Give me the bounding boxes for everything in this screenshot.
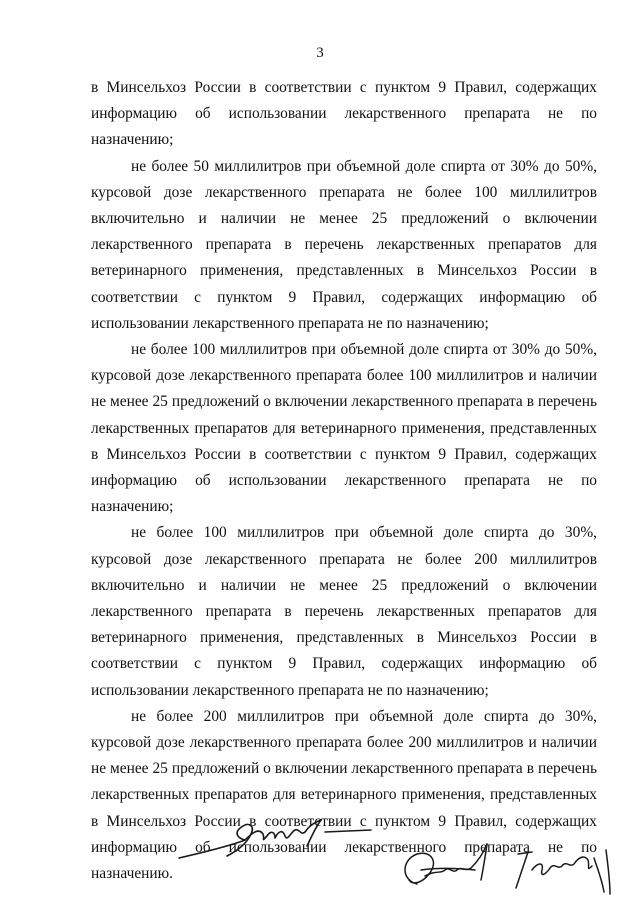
paragraph-item: не более 100 миллилитров при объемной доле спирта до 30%, курсовой дозе лекарственного препарата не более 200 миллилитров включительно и наличии не менее 25 предложений о включении лекарственного препарата в перечень лекарственных препаратов для ветеринарного применения, представленных в Минсельхоз России в соответствии с пунктом 9 Правил, содержащих информацию об использовании лекарственного препарата не по назначению; — [91, 524, 597, 699]
signature-middle — [395, 840, 505, 900]
paragraph-item: не более 100 миллилитров при объемной доле спирта от 30% до 50%, курсовой дозе лекарственного препарата более 100 миллилитров и наличии не менее 25 предложений о включении лекарственного препарата в перечень лекарственных препаратов для ветеринарного применения, представленных в Минсельхоз России в соответствии с пунктом 9 Правил, содержащих информацию об использовании лекарственного препарата не по назначению; — [91, 341, 597, 516]
paragraph-continuation: в Минсельхоз России в соответствии с пунктом 9 Правил, содержащих информацию об использовании лекарственного препарата не по назначению; — [91, 79, 597, 149]
signature-left — [175, 812, 375, 867]
page-number: 3 — [316, 45, 324, 61]
paragraph-item: не более 200 миллилитров при объемной доле спирта до 30%, курсовой дозе лекарственного препарата более 200 миллилитров и наличии не менее 25 предложений о включении лекарственного препарата в перечень лекарственных препаратов для ветеринарного применения, представленных в Минсельхоз России в соответствии с пунктом 9 Правил, содержащих информацию об использовании лекарственного препарата не по назначению. — [91, 707, 597, 883]
paragraph-item: не более 50 миллилитров при объемной доле спирта от 30% до 50%, курсовой дозе лекарственного препарата не более 100 миллилитров включительно и наличии не менее 25 предложений о включении лекарственного препарата в перечень лекарственных препаратов для ветеринарного применения, представленных в Минсельхоз России в соответствии с пунктом 9 Правил, содержащих информацию об использовании лекарственного препарата не по назначению; — [91, 157, 597, 332]
signatures-area — [0, 800, 640, 905]
signature-right — [510, 840, 620, 900]
document-body — [91, 75, 597, 887]
